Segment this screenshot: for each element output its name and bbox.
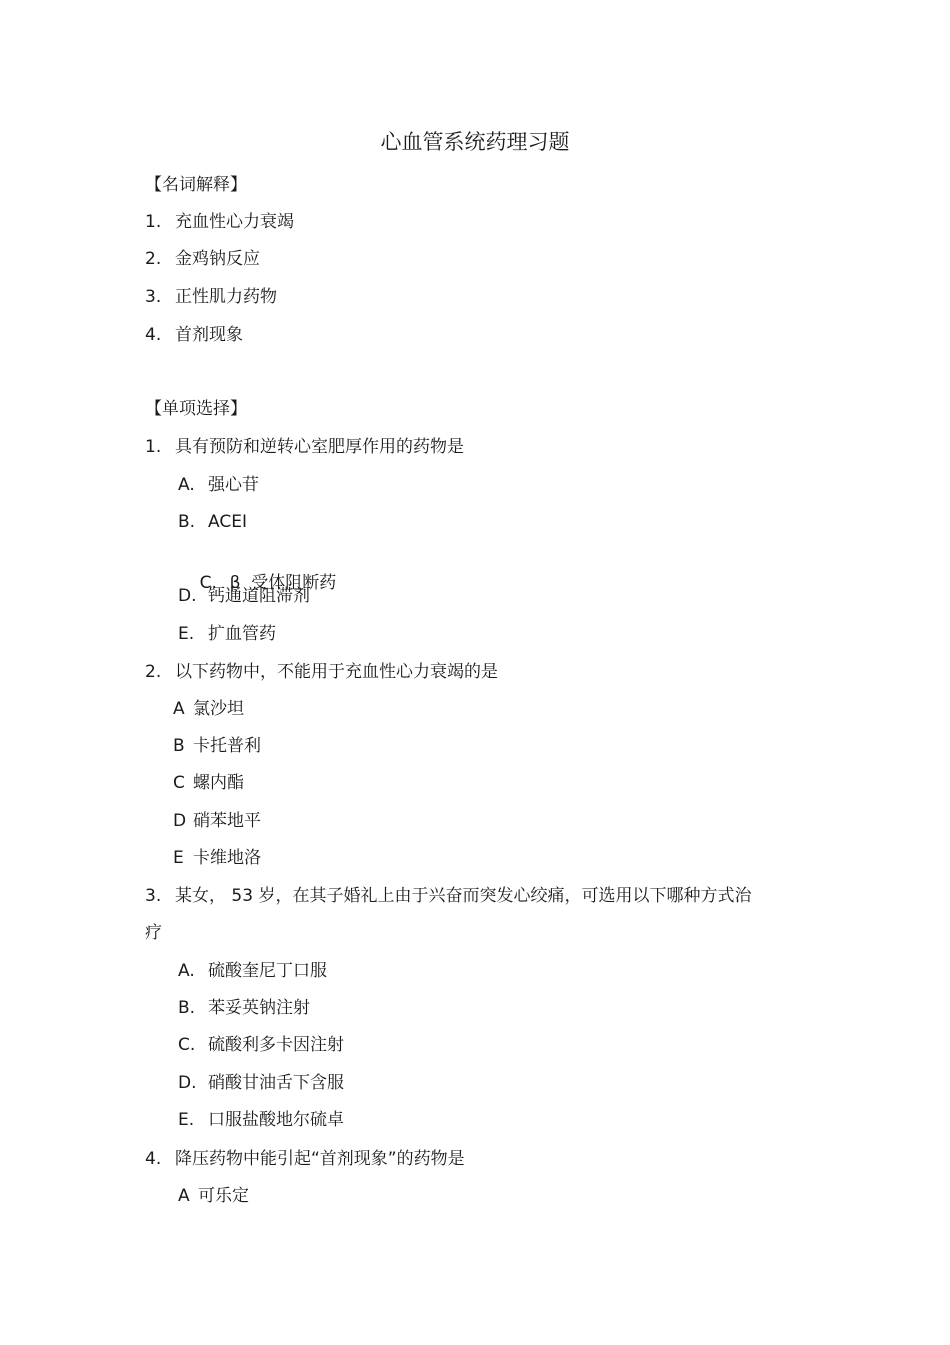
option-text: 扩血管药: [208, 624, 276, 644]
answer-option: [178, 1071, 344, 1095]
answer-option: [178, 473, 259, 497]
answer-option: [173, 846, 261, 870]
question-number: 1.: [145, 437, 162, 457]
option-text: β 受体阻断药: [229, 573, 337, 593]
option-label: D.: [178, 586, 197, 606]
question-number: 4.: [145, 1149, 162, 1169]
option-label: C: [173, 773, 185, 793]
answer-option: [173, 734, 261, 758]
item-number: 1.: [145, 212, 162, 232]
option-text: 氯沙坦: [193, 699, 244, 719]
answer-option: [178, 1184, 249, 1208]
page-title: 心血管系统药理习题: [380, 130, 570, 154]
option-label: B.: [178, 512, 196, 532]
option-text: 可乐定: [198, 1186, 249, 1206]
question-text: 以下药物中，不能用于充血性心力衰竭的是: [175, 662, 498, 682]
option-label: D.: [178, 1073, 197, 1093]
option-text: 钙通道阻滞剂: [208, 586, 310, 606]
question: [145, 884, 751, 908]
item-text: 首剂现象: [175, 325, 243, 345]
option-text: 卡维地洛: [193, 848, 261, 868]
item-text: 金鸡钠反应: [175, 249, 260, 269]
answer-option: [178, 584, 310, 608]
option-label: E.: [178, 1110, 195, 1130]
option-text: 口服盐酸地尔硫卓: [208, 1110, 344, 1130]
option-label: A.: [178, 475, 195, 495]
list-item: [145, 285, 277, 309]
option-label: A.: [178, 961, 195, 981]
answer-option: [173, 697, 244, 721]
question-number: 2.: [145, 662, 162, 682]
option-label: A: [173, 699, 185, 719]
question: [145, 1147, 465, 1171]
option-text: 苯妥英钠注射: [208, 998, 310, 1018]
option-text: 卡托普利: [193, 736, 261, 756]
answer-option: [173, 809, 261, 833]
option-text: 硫酸奎尼丁口服: [208, 961, 327, 981]
answer-option: [178, 1108, 344, 1132]
answer-option: [178, 1033, 344, 1057]
item-number: 2.: [145, 249, 162, 269]
item-number: 4.: [145, 325, 162, 345]
option-label: C.: [178, 1035, 196, 1055]
question-text: 某女， 53 岁，在其子婚礼上由于兴奋而突发心绞痛，可选用以下哪种方式治: [175, 886, 752, 906]
question-number: 3.: [145, 886, 162, 906]
list-item: [145, 323, 243, 347]
option-text: 硝苯地平: [193, 811, 261, 831]
question-text: 降压药物中能引起“首剂现象”的药物是: [175, 1149, 465, 1169]
option-label: E: [173, 848, 184, 868]
option-text: 硫酸利多卡因注射: [208, 1035, 344, 1055]
option-text: ACEI: [208, 512, 247, 532]
list-item: [145, 210, 294, 234]
option-text: 强心苷: [208, 475, 259, 495]
answer-option: [173, 771, 244, 795]
list-item: [145, 247, 260, 271]
section-heading-single-choice: 【单项选择】: [145, 399, 247, 419]
question: [145, 660, 498, 684]
option-text: 螺内酯: [193, 773, 244, 793]
option-label: B: [173, 736, 185, 756]
option-label: A: [178, 1186, 190, 1206]
item-number: 3.: [145, 287, 162, 307]
item-text: 充血性心力衰竭: [175, 212, 294, 232]
option-text: 硝酸甘油舌下含服: [208, 1073, 344, 1093]
answer-option: [178, 959, 327, 983]
item-text: 正性肌力药物: [175, 287, 277, 307]
question-text-continuation: 疗: [145, 923, 162, 943]
answer-option: [178, 510, 247, 534]
answer-option: [178, 996, 310, 1020]
option-label: D: [173, 811, 187, 831]
question-text: 具有预防和逆转心室肥厚作用的药物是: [175, 437, 464, 457]
option-label: E.: [178, 624, 195, 644]
section-heading-definitions: 【名词解释】: [145, 175, 247, 195]
answer-option: [178, 547, 336, 619]
option-label: B.: [178, 998, 196, 1018]
option-label: C.: [199, 573, 217, 593]
answer-option: [178, 622, 276, 646]
question: [145, 435, 464, 459]
